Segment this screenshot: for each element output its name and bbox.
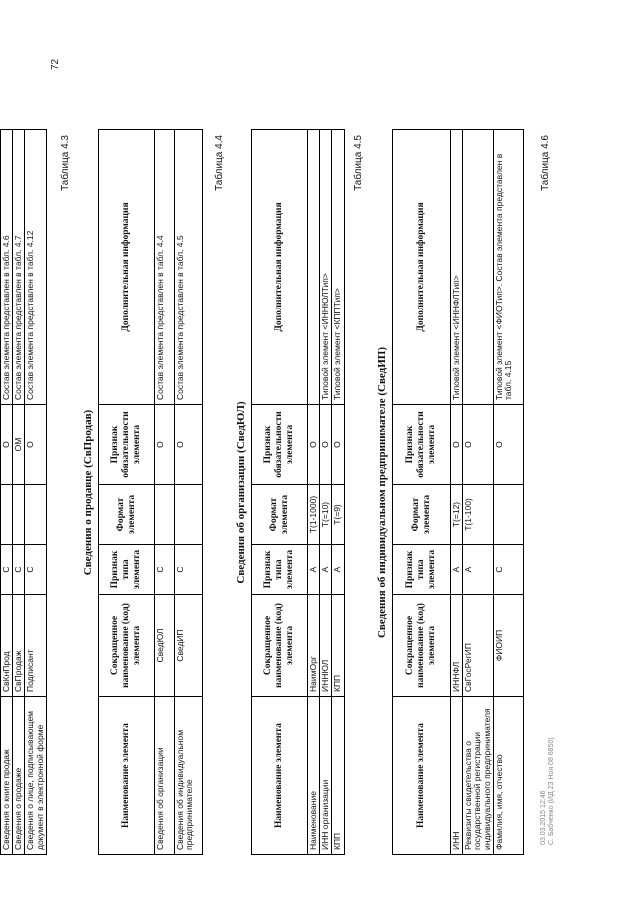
cell-required: О	[155, 405, 175, 485]
cell-type: С	[25, 545, 46, 595]
cell-format: T(=9)	[332, 485, 344, 545]
cell-type: С	[155, 545, 175, 595]
cell-name: Фамилия, имя, отчество	[493, 697, 523, 855]
header-code: Сокращенное наименование (код) элемента	[99, 595, 155, 697]
cell-format	[155, 485, 175, 545]
cell-info: Состав элемента представлен в табл. 4.7	[13, 130, 25, 405]
table-label: Таблица 4.6	[540, 135, 551, 191]
cell-format: T(=12)	[451, 485, 463, 545]
header-info: Дополнительная информация	[393, 130, 451, 405]
cell-type: С	[13, 545, 25, 595]
cell-required: ОМ	[13, 405, 25, 485]
header-format: Формат элемента	[99, 485, 155, 545]
header-row	[252, 130, 308, 855]
table-row	[332, 130, 344, 855]
cell-required: О	[175, 405, 203, 485]
cell-info: Состав элемента представлен в табл. 4.5	[175, 130, 203, 405]
table-row	[451, 130, 463, 855]
cell-format: T(1-100)	[463, 485, 494, 545]
cell-required: О	[451, 405, 463, 485]
table-row	[175, 130, 203, 855]
cell-required: О	[25, 405, 46, 485]
rotated-page-content	[0, 65, 560, 855]
header-row	[393, 130, 451, 855]
table-row	[25, 130, 46, 855]
cell-info	[308, 130, 320, 405]
cell-type: А	[308, 545, 320, 595]
cell-required: О	[308, 405, 320, 485]
cell-type: С	[1, 545, 13, 595]
table-row	[320, 130, 332, 855]
cell-type: А	[463, 545, 494, 595]
cell-info	[463, 130, 494, 405]
cell-code: ФИОИП	[493, 595, 523, 697]
cell-type: А	[320, 545, 332, 595]
scan-stamp	[540, 737, 557, 845]
cell-format	[493, 485, 523, 545]
table-row	[308, 130, 320, 855]
header-format: Формат элемента	[393, 485, 451, 545]
cell-type: С	[493, 545, 523, 595]
cell-format	[175, 485, 203, 545]
header-type: Признак типа элемента	[393, 545, 451, 595]
cell-format: T(1-1000)	[308, 485, 320, 545]
top-table	[0, 129, 47, 855]
cell-required: О	[493, 405, 523, 485]
cell-format: T(=10)	[320, 485, 332, 545]
cell-required: О	[463, 405, 494, 485]
header-row	[99, 130, 155, 855]
cell-name: ИНН	[451, 697, 463, 855]
cell-info: Состав элемента представлен в табл. 4.4	[155, 130, 175, 405]
cell-name: Сведения об индивидуальном предпринимателе	[175, 697, 203, 855]
cell-type: А	[451, 545, 463, 595]
table-label: Таблица 4.4	[214, 135, 225, 191]
cell-name: Сведения об организации	[155, 697, 175, 855]
cell-code: СведИП	[175, 595, 203, 697]
cell-code: ИННФЛ	[451, 595, 463, 697]
cell-name: Реквизиты свидетельства о государственной регистрации индивидуального предпринимателя	[463, 697, 494, 855]
table-label: Таблица 4.5	[353, 135, 364, 191]
cell-code: ИННЮЛ	[320, 595, 332, 697]
cell-info: Типовой элемент <КППТип>	[332, 130, 344, 405]
table-row	[155, 130, 175, 855]
cell-code: Подписант	[25, 595, 46, 697]
cell-name: Сведения о книге продаж	[1, 697, 13, 855]
header-required: Признак обязательности элемента	[99, 405, 155, 485]
cell-required: О	[320, 405, 332, 485]
header-name: Наименование элемента	[252, 697, 308, 855]
table-caption: Сведения об организации (СведЮЛ)	[235, 401, 247, 584]
table-4-5	[392, 129, 524, 855]
cell-name: ИНН организации	[320, 697, 332, 855]
page-number: 72	[50, 58, 61, 70]
cell-format	[25, 485, 46, 545]
table-4-4	[251, 129, 345, 855]
cell-type: А	[332, 545, 344, 595]
cell-name: Сведения о продаже	[13, 697, 25, 855]
table-row	[13, 130, 25, 855]
header-code: Сокращенное наименование (код) элемента	[393, 595, 451, 697]
cell-code: КПП	[332, 595, 344, 697]
cell-info: Типовой элемент <ФИОТип>. Состав элемента представлен в табл. 4.15	[493, 130, 523, 405]
header-type: Признак типа элемента	[99, 545, 155, 595]
table-caption: Сведения о продавце (СвПродав)	[82, 409, 94, 576]
cell-info: Состав элемента представлен в табл. 4.12	[25, 130, 46, 405]
cell-format	[1, 485, 13, 545]
table-label: Таблица 4.3	[60, 135, 71, 191]
cell-format	[13, 485, 25, 545]
header-type: Признак типа элемента	[252, 545, 308, 595]
table-row	[493, 130, 523, 855]
header-info: Дополнительная информация	[99, 130, 155, 405]
table-4-3	[98, 129, 203, 855]
table-row	[463, 130, 494, 855]
header-required: Признак обязательности элемента	[393, 405, 451, 485]
header-name: Наименование элемента	[393, 697, 451, 855]
stamp-line: С. Бабченко (ИД 23 Ноя 08 6850)	[548, 737, 556, 845]
table-caption: Сведения об индивидуальном предпринимателе (СведИП)	[376, 347, 388, 639]
header-format: Формат элемента	[252, 485, 308, 545]
stamp-line: 03.03.2015 12:46	[540, 790, 547, 845]
cell-info: Состав элемента представлен в табл. 4.6	[1, 130, 13, 405]
header-info: Дополнительная информация	[252, 130, 308, 405]
cell-name: Сведения о лице, подписывающем документ в электронной форме	[25, 697, 46, 855]
cell-info: Типовой элемент <ИННЮЛТип>	[320, 130, 332, 405]
cell-code: СвГосРегИП	[463, 595, 494, 697]
cell-info: Типовой элемент <ИННФЛТип>	[451, 130, 463, 405]
cell-name: КПП	[332, 697, 344, 855]
cell-type: С	[175, 545, 203, 595]
cell-required: О	[332, 405, 344, 485]
cell-code: СвПродаж	[13, 595, 25, 697]
cell-code: СвКнПрод	[1, 595, 13, 697]
cell-code: НаимОрг	[308, 595, 320, 697]
header-code: Сокращенное наименование (код) элемента	[252, 595, 308, 697]
cell-code: СведЮЛ	[155, 595, 175, 697]
header-name: Наименование элемента	[99, 697, 155, 855]
header-required: Признак обязательности элемента	[252, 405, 308, 485]
cell-required: О	[1, 405, 13, 485]
cell-name: Наименование	[308, 697, 320, 855]
table-row	[1, 130, 13, 855]
